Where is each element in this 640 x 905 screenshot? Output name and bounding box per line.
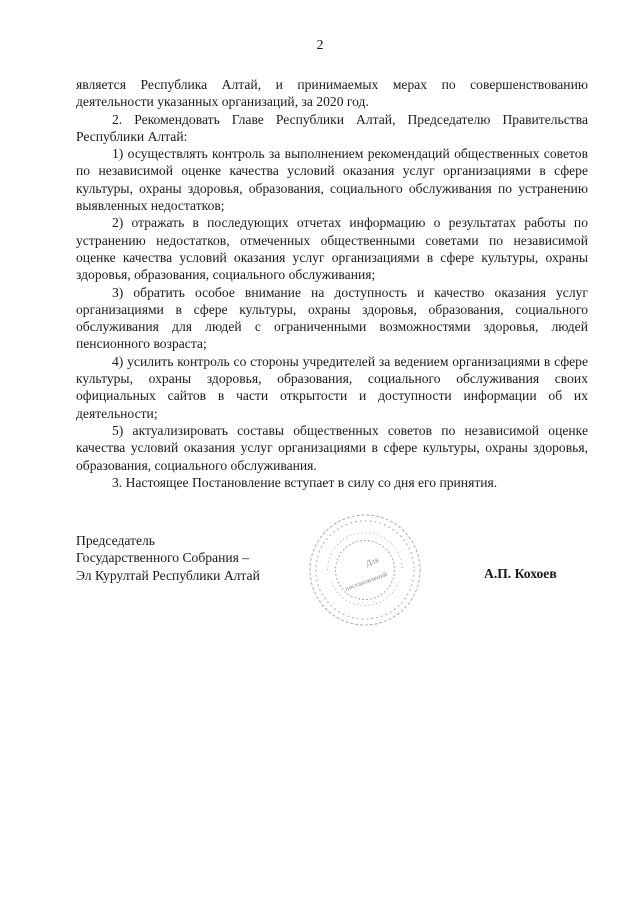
signature-title-line: Эл Курултай Республики Алтай — [76, 567, 260, 583]
signature-title — [76, 532, 260, 584]
signature-title-line: Председатель — [76, 533, 155, 548]
document-body — [76, 76, 588, 491]
signer-name: А.П. Кохоев — [484, 566, 557, 581]
official-stamp — [306, 511, 424, 629]
paragraph-subitem-2: 2) отражать в последующих отчетах информацию о результатах работы по устранению недостатков, отмеченных общественными советами по независимой оценке качества условий оказания услуг организациями в сфере культуры, охраны здоровья, образования, социального обслуживания; — [76, 215, 588, 283]
signature-title-line: Государственного Собрания – — [76, 550, 250, 566]
paragraph-subitem-4: 4) усилить контроль со стороны учредителей за ведением организациями в сфере культуры, охраны здоровья, образования, социального обслуживания своих официальных сайтов в части открытости и доступности информации об их деятельности; — [76, 353, 588, 421]
page-number: 2 — [316, 38, 324, 53]
paragraph-subitem-3: 3) обратить особое внимание на доступность и качество оказания услуг организациями в сфере культуры, охраны здоровья, образования, социального обслуживания для людей с ограниченными возможностями здоровья, людей пенсионного возраста; — [76, 284, 588, 352]
stamp-text: Для — [364, 555, 380, 568]
paragraph-subitem-1: 1) осуществлять контроль за выполнением рекомендаций общественных советов по независимой оценке качества условий оказания услуг организациями в сфере культуры, охраны здоровья, образования, социального обслуживания по устранению выявленных недостатков; — [76, 146, 588, 214]
paragraph-continuation: являeтся Республика Алтай, и принимаемых мерах по совершенствованию деятельности указанных организаций, за 2020 год. — [76, 77, 588, 110]
paragraph-subitem-5: 5) актуализировать составы общественных советов по независимой оценке качества условий оказания услуг организациями в сфере культуры, охраны здоровья, образования, социального обслуживания. — [76, 422, 588, 473]
paragraph-item-2: 2. Рекомендовать Главе Республики Алтай, Председателю Правительства Республики Алтай: — [76, 111, 588, 144]
stamp-text: постановлений — [344, 571, 389, 593]
paragraph-item-3: 3. Настоящее Постановление вступает в силу со дня его принятия. — [112, 474, 498, 490]
